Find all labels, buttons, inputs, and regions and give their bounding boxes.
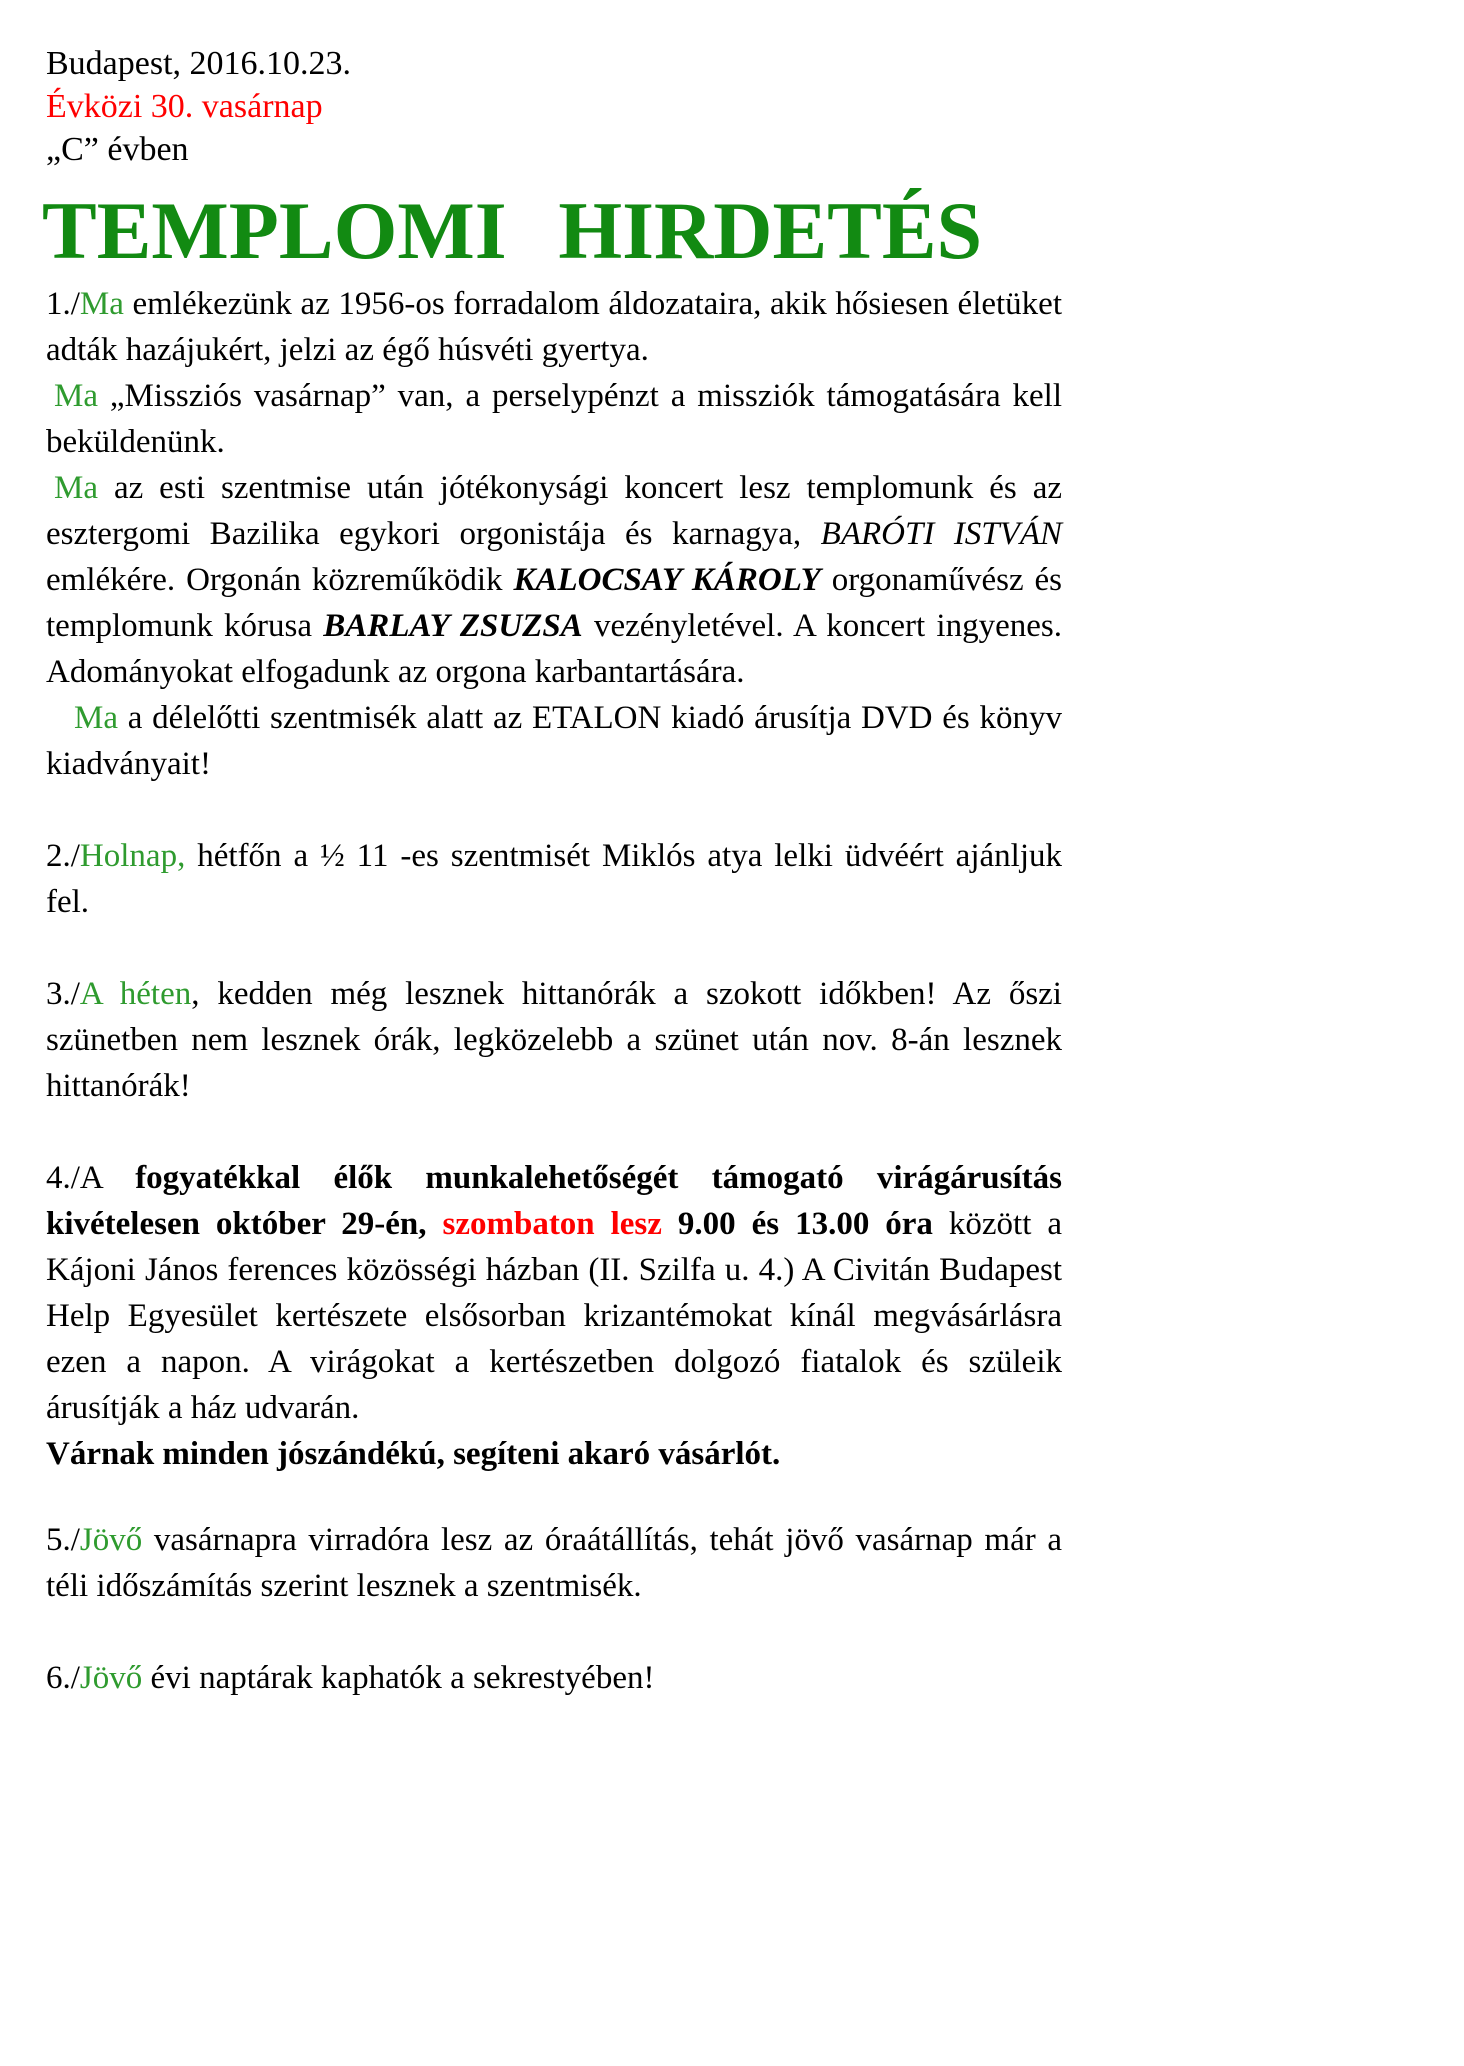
page-title: TEMPLOMI HIRDETÉS bbox=[42, 185, 983, 276]
announcement-2 bbox=[46, 833, 1062, 925]
body-text: vezényletével. A koncert ingyenes. Adományokat elfogadunk az orgona karbantartására. bbox=[46, 608, 1062, 690]
highlight-today: Ma bbox=[54, 378, 98, 414]
body-text: az esti szentmise után jótékonysági koncert lesz templomunk és az esztergomi Bazilika egykori orgonistája és karnagya, bbox=[46, 470, 1062, 552]
person-name-kalocsay: KALOCSAY KÁROLY bbox=[513, 562, 821, 598]
body-text: „Missziós vasárnap” van, a perselypénzt a missziók támogatására kell beküldenünk. bbox=[46, 378, 1062, 460]
body-text: között a Kájoni János ferences közösségi házban (II. Szilfa u. 4.) A Civitán Budapest Help Egyesület kertészete elsősorban krizantémokat kínál megvásárlásra ezen a napon. A virágokat a kertészetben dolgozó fiatalok és szüleik árusítják a ház udvarán. bbox=[46, 1206, 1062, 1426]
announcement-6 bbox=[46, 1655, 1062, 1701]
highlight-tomorrow: Holnap, bbox=[79, 838, 186, 874]
item-number: 3./ bbox=[46, 976, 80, 1012]
item-number: 4./A bbox=[46, 1160, 136, 1196]
body-text: emlékére. Orgonán közreműködik bbox=[46, 562, 514, 598]
body-text: a délelőtti szentmisék alatt az ETALON kiadó árusítja DVD és könyv kiadványait! bbox=[46, 700, 1062, 782]
highlight-saturday: szombaton lesz bbox=[442, 1206, 662, 1242]
highlight-today: Ma bbox=[74, 700, 118, 736]
item-number: 5./ bbox=[46, 1522, 80, 1558]
body-text: orgonaművész és templomunk kórusa bbox=[46, 562, 1063, 644]
highlight-this-week: A héten bbox=[79, 976, 192, 1012]
person-name-baroti: BARÓTI ISTVÁN bbox=[820, 516, 1062, 552]
body-text: emlékezünk az 1956-os forradalom áldozataira, akik hősiesen életüket adták hazájukért, jelzi az égő húsvéti gyertya. bbox=[46, 286, 1062, 368]
announcement-1-paragraph-1 bbox=[46, 281, 1062, 373]
emphasis-text: fogyatékkal élők munkalehetőségét támogató virágárusítás kivételesen október 29-én, bbox=[46, 1160, 1062, 1242]
item-number: 1./ bbox=[46, 286, 80, 322]
year-line: „C” évben bbox=[46, 131, 189, 168]
announcement-1-paragraph-4 bbox=[46, 695, 1062, 787]
document-content bbox=[42, 42, 1063, 1701]
emphasis-time: 9.00 és 13.00 óra bbox=[661, 1206, 933, 1242]
liturgical-day-line: Évközi 30. vasárnap bbox=[46, 88, 323, 125]
item-number: 2./ bbox=[46, 838, 80, 874]
highlight-next: Jövő bbox=[79, 1660, 143, 1696]
emphasis-closing-line: Várnak minden jószándékú, segíteni akaró vásárlót. bbox=[46, 1436, 781, 1472]
highlight-today: Ma bbox=[54, 470, 98, 506]
announcement-1-paragraph-3 bbox=[46, 465, 1062, 695]
person-name-barlay: BARLAY ZSUZSA bbox=[323, 608, 583, 644]
announcement-3 bbox=[46, 971, 1062, 1109]
body-text: vasárnapra virradóra lesz az óraátállítás, tehát jövő vasárnap már a téli időszámítás szerint lesznek a szentmisék. bbox=[46, 1522, 1062, 1604]
announcement-4-paragraph-2 bbox=[46, 1431, 1062, 1477]
highlight-next: Jövő bbox=[79, 1522, 143, 1558]
body-text: évi naptárak kaphatók a sekrestyében! bbox=[142, 1660, 655, 1696]
highlight-today: Ma bbox=[79, 286, 124, 322]
item-number: 6./ bbox=[46, 1660, 80, 1696]
announcement-1-paragraph-2 bbox=[46, 373, 1062, 465]
body-text: hétfőn a ½ 11 -es szentmisét Miklós atya lelki üdvéért ajánljuk fel. bbox=[46, 838, 1062, 920]
announcement-5 bbox=[46, 1517, 1062, 1609]
body-text: , kedden még lesznek hittanórák a szokott időkben! Az őszi szünetben nem lesznek órák, legközelebb a szünet után nov. 8-án lesznek hittanórák! bbox=[46, 976, 1062, 1104]
date-line: Budapest, 2016.10.23. bbox=[46, 45, 352, 82]
announcement-4-paragraph-1 bbox=[46, 1155, 1062, 1431]
